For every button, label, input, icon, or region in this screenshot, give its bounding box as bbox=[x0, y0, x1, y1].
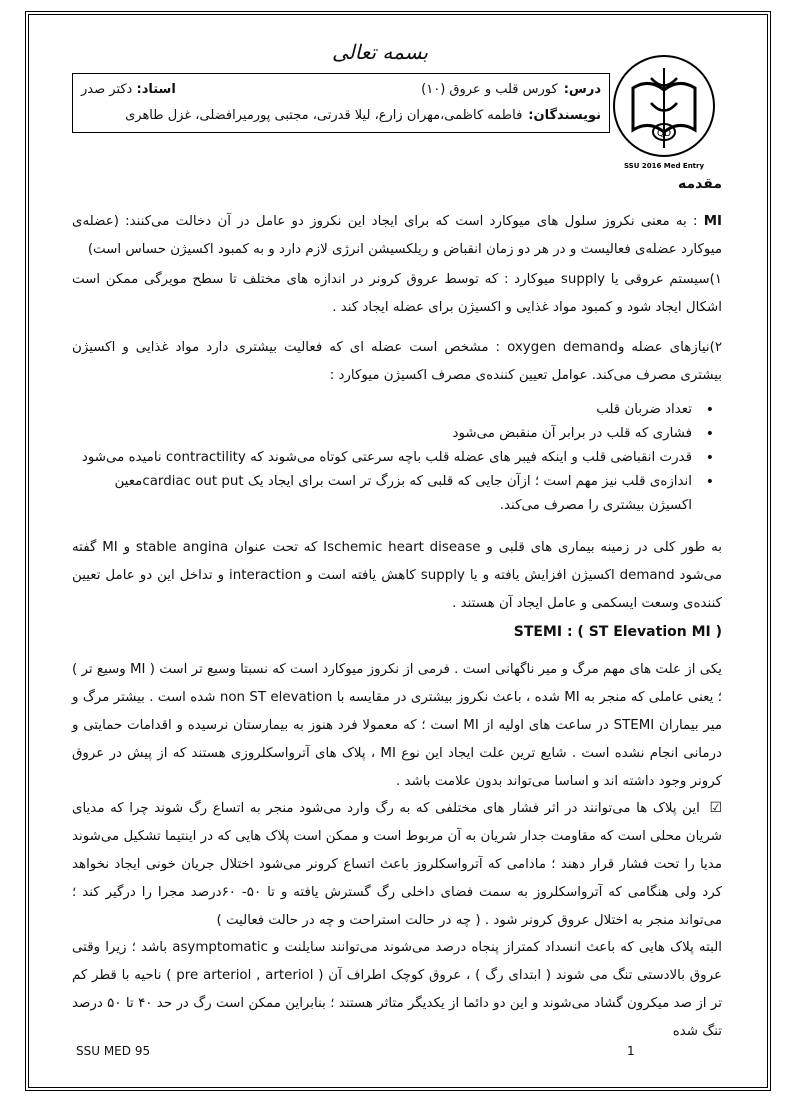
mi-definition-text: : به معنی نکروز سلول های میوکارد است که برای ایجاد این نکروز دو عامل در آن دخالت می‌کنند: (عضله‌ی میوکارد عضله‌ی فعالیست و در هر دو زمان انقباض و ریلکسیشن انرژی لازم دارد و به کمبود اکسیژن حساس است) bbox=[72, 214, 722, 257]
teacher-label: استاد: bbox=[136, 82, 176, 97]
paragraph-stemi: یکی از علت های مهم مرگ و میر ناگهانی است . فرمی از نکروز میوکارد است که نسبتا وسیع تر است ( MI وسیع تر ) ؛ یعنی عاملی که منجر به MI شده ، باعث نکروز بیشتری در مقایسه با non ST elevation شده است . بیشتر مرگ و میر بیماران STEMI در ساعت های اولیه از MI است ؛ که معمولا فرد هنوز به بیمارستان نرسیده و اقدامات حمایتی و درمانی انجام نشده است . شایع ترین علت ایجاد این نوع MI ، پلاک های آترواسکلروزی هستند که از پیش در عروق کرونر وجود داشته اند و اساسا می‌تواند بدون علامت باشد . bbox=[72, 662, 722, 789]
paragraph-plaques bbox=[72, 794, 722, 935]
paragraph-mi-definition bbox=[72, 208, 722, 264]
course-row bbox=[81, 82, 601, 97]
svg-text:QD: QD bbox=[656, 129, 672, 139]
list-item: • قدرت انقباضی قلب و اینکه فیبر های عضله قلب باچه سرعتی کوتاه می‌شوند که contractility نامیده می‌شود bbox=[72, 446, 692, 470]
course-value: کورس قلب و عروق (۱۰) bbox=[421, 82, 558, 97]
authors-label: نویسندگان: bbox=[528, 108, 601, 123]
paragraph-asymptomatic: البته پلاک هایی که باعث انسداد کمتراز پنجاه درصد می‌شوند می‌توانند سایلنت و asymptomatic باشد ؛ زیرا وقتی عروق بالادستی تنگ می شوند ( ابتدای رگ ) ، عروق کوچک اطراف آن ( pre arteriol , arteriol ) ناحیه با قطر کم تر از صد میکرون گشاد می‌شوند و این دو دائما از یکدیگر متاثر هستند ؛ بنابراین ممکن است رگ در حد ۴۰ تا ۵۰ درصد تنگ شده bbox=[72, 940, 722, 1039]
bismillah-heading: بسمه تعالی bbox=[331, 40, 429, 64]
list-item: • تعداد ضربان قلب bbox=[72, 398, 692, 422]
plaques-text: این پلاک ها می‌توانند در اثر فشار های مختلفی که به رگ وارد می‌شود منجر به اتساع رگ شوند چرا که مدیای شریان محلی است که مقاومت جدار شریان به آن مربوط است و ممکن است پلاک هایی که در اینتیما تشکیل می‌شوند مدیا را تحت فشار قرار دهند ؛ مادامی که آترواسکلروز باعث اتساع کرونر می‌شود اختلال جریان خونی ایجاد نخواهد کرد ولی هنگامی که آترواسکلروز به سمت فضای داخلی رگ گسترش یافته و تا ۵۰- ۶۰درصد مجرا را درگیر کند ؛ می‌تواند منجر به اختلال عروق کرونر شود . ( چه در حالت استراحت و چه در حالت فعالیت ) bbox=[72, 801, 722, 928]
paragraph-supply: ۱)سیستم عروقی یا supply میوکارد : که توسط عروق کرونر در اندازه های مختلف تا سطح مویرگی ممکن است اشکال ایجاد شود و کمبود مواد غذایی و اکسیژن برای عضله ایجاد کند . bbox=[72, 272, 722, 315]
authors-row bbox=[81, 108, 601, 123]
stemi-heading: STEMI : ( ST Elevation MI ) bbox=[513, 624, 722, 640]
intro-heading: مقدمه bbox=[678, 176, 722, 192]
footer-label: SSU MED 95 bbox=[76, 1044, 151, 1058]
paragraph-demand: ۲)نیازهای عضله وoxygen demand : مشخص است عضله ای که فعالیت بیشتری دارد مواد غذایی و اکسیژن بیشتری مصرف می‌کند. عوامل تعیین کننده‌ی مصرف اکسیژن میوکارد : bbox=[72, 340, 723, 383]
oxygen-demand-factors-list bbox=[72, 398, 728, 518]
page-number: 1 bbox=[627, 1044, 635, 1058]
course-header-box bbox=[72, 73, 610, 133]
authors-value: فاطمه کاظمی،مهران زارع، لیلا قدرتی، مجتبی پورمیرافضلی، غزل طاهری bbox=[125, 108, 523, 123]
paragraph-ischemic: به طور کلی در زمینه بیماری های قلبی و Ischemic heart disease که تحت عنوان stable angina و MI گفته می‌شود demand اکسیژن افزایش یافته و یا supply کاهش یافته است و interaction و تداخل این دو عامل تعیین کننده‌ی وسعت ایسکمی و عامل ایجاد آن هستند . bbox=[72, 540, 723, 611]
list-item: • اندازه‌ی قلب نیز مهم است ؛ ازآن جایی که قلبی که بزرگ تر است برای ایجاد یک cardiac out putمعین اکسیژن بیشتری را مصرف می‌کند. bbox=[72, 470, 692, 518]
list-item: • فشاری که قلب در برابر آن منقبض می‌شود bbox=[72, 422, 692, 446]
checkbox-icon: ☑ bbox=[709, 800, 722, 816]
teacher-block bbox=[81, 82, 176, 97]
teacher-value: دکتر صدر bbox=[81, 82, 133, 97]
course-label: درس: bbox=[563, 82, 601, 97]
mi-term: MI bbox=[703, 214, 722, 229]
ssu-logo-icon bbox=[611, 48, 717, 174]
logo-caption: SSU 2016 Med Entry bbox=[623, 162, 705, 170]
